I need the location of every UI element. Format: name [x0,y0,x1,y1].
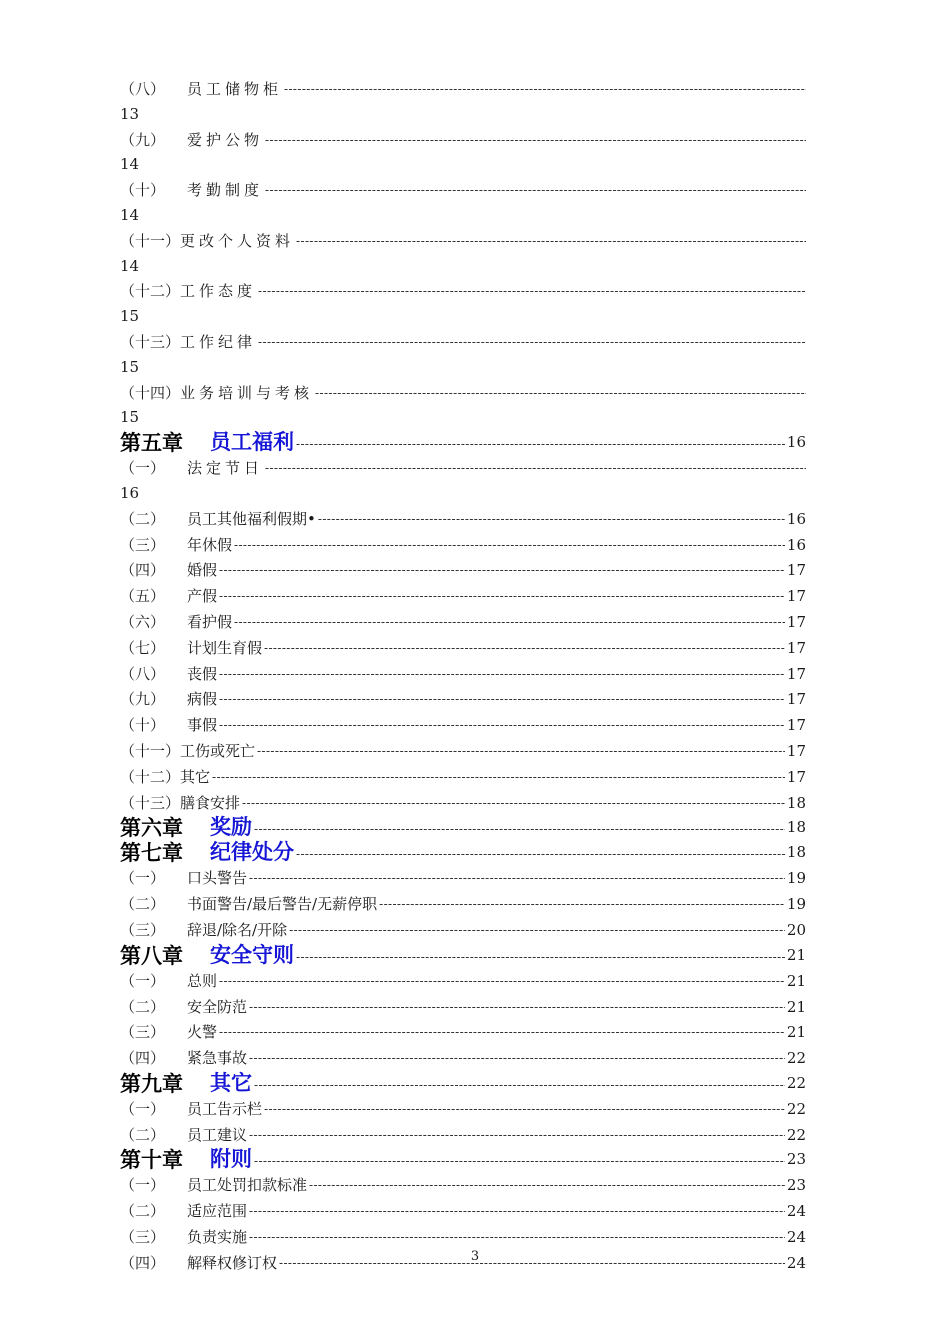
toc-page-number-line [120,304,806,329]
section-number: （十一） [120,231,181,250]
section-title: 员工其他福利假期• [187,509,316,528]
section-number: （三） [120,1228,166,1247]
toc-page-number: 18 [786,818,806,837]
section-number: （四） [120,1253,166,1272]
section-title: 总则 [187,971,218,990]
dot-leader [265,127,806,153]
dot-leader [296,943,785,968]
toc-page-number: 15 [120,357,140,376]
toc-page-number: 17 [786,767,806,786]
toc-section-entry[interactable] [120,661,806,687]
toc-section-entry[interactable] [120,532,806,558]
section-number: （二） [120,1202,166,1221]
section-number: （九） [120,130,166,149]
section-number: （二） [120,509,166,528]
chapter-title: 员工福利 [210,430,294,455]
section-number: （十二） [120,282,181,301]
table-of-contents [120,76,806,1276]
toc-section-entry[interactable] [120,994,806,1020]
chapter-number: 第九章 [120,1070,183,1096]
section-number: （三） [120,1023,166,1042]
section-title: 爱护公物 [187,130,264,149]
dot-leader [318,506,785,532]
section-number: （一） [120,869,166,888]
dot-leader [234,532,785,558]
chapter-title: 安全守则 [210,942,294,967]
dot-leader [257,738,785,764]
section-title: 负责实施 [187,1228,248,1247]
dot-leader [219,557,785,583]
dot-leader [219,712,785,738]
chapter-number: 第五章 [120,430,183,456]
section-number: （十四） [120,383,181,402]
chapter-number: 第六章 [120,815,183,841]
section-title: 法定节日 [187,459,264,478]
toc-page-number: 23 [786,1150,806,1169]
toc-section-entry[interactable] [120,917,806,943]
dot-leader [264,1096,785,1122]
section-number: （十一） [120,741,181,760]
chapter-number: 第十章 [120,1147,183,1173]
dot-leader [265,455,806,481]
toc-page-number: 19 [786,869,806,888]
toc-page-number: 17 [786,690,806,709]
toc-page-number: 21 [786,945,806,964]
section-title: 看护假 [187,612,233,631]
toc-page-number: 24 [786,1228,806,1247]
toc-chapter-entry[interactable] [120,1147,806,1172]
dot-leader [258,329,806,355]
toc-page-number: 16 [786,509,806,528]
toc-page-number: 13 [120,104,140,123]
toc-page-number: 21 [786,971,806,990]
toc-page-number: 24 [786,1202,806,1221]
toc-page-number: 16 [786,535,806,554]
toc-section-entry[interactable] [120,1224,806,1250]
section-title: 紧急事故 [187,1049,248,1068]
section-number: （十） [120,716,166,735]
toc-page-number-line [120,355,806,380]
dot-leader [284,76,806,102]
section-number: （四） [120,1049,166,1068]
dot-leader [254,815,785,840]
toc-section-entry[interactable] [120,76,806,102]
section-title: 丧假 [187,664,218,683]
toc-section-entry[interactable] [120,968,806,994]
toc-section-entry[interactable] [120,1045,806,1071]
toc-page-number: 23 [786,1176,806,1195]
dot-leader [219,583,785,609]
section-number: （十三） [120,793,181,812]
dot-leader [219,968,785,994]
toc-page-number-line [120,152,806,177]
toc-section-entry[interactable] [120,1198,806,1224]
dot-leader [296,840,785,865]
dot-leader [315,380,806,406]
chapter-title: 奖励 [210,815,252,840]
toc-section-entry[interactable] [120,455,806,481]
chapter-title: 纪律处分 [210,840,294,865]
dot-leader [296,430,785,455]
dot-leader [296,228,806,254]
chapter-title: 附则 [210,1147,252,1172]
section-title: 病假 [187,690,218,709]
dot-leader [249,865,785,891]
toc-page-number: 17 [786,741,806,760]
toc-section-entry[interactable] [120,127,806,153]
dot-leader [254,1071,785,1096]
toc-section-entry[interactable] [120,278,806,304]
section-title: 辞退/除名/开除 [187,920,288,939]
dot-leader [234,609,785,635]
section-number: （一） [120,459,166,478]
toc-page-number-line [120,405,806,430]
toc-page-number-line [120,481,806,506]
section-number: （八） [120,80,166,98]
toc-page-number: 14 [120,155,140,174]
page-number: 3 [470,1249,480,1264]
toc-section-entry[interactable] [120,557,806,583]
toc-page-number: 21 [786,1023,806,1042]
toc-section-entry[interactable] [120,1172,806,1198]
dot-leader [249,994,785,1020]
toc-page-number: 19 [786,895,806,914]
section-number: （四） [120,561,166,580]
section-number: （二） [120,997,166,1016]
toc-page-number: 14 [120,205,140,224]
toc-page-number: 17 [786,638,806,657]
section-number: （十三） [120,332,181,351]
dot-leader [249,1122,785,1148]
section-title: 业务培训与考核 [180,383,314,402]
toc-chapter-entry[interactable] [120,430,806,455]
section-number: （一） [120,971,166,990]
section-number: （二） [120,895,166,914]
toc-section-entry[interactable] [120,1122,806,1148]
section-title: 计划生育假 [187,638,263,657]
toc-chapter-entry[interactable] [120,943,806,968]
section-number: （十二） [120,767,181,786]
toc-section-entry[interactable] [120,891,806,917]
toc-page-number: 22 [786,1049,806,1068]
toc-page-number: 21 [786,997,806,1016]
section-title: 膳食安排 [180,793,241,812]
dot-leader [242,790,785,816]
section-title: 更改个人资料 [180,231,295,250]
chapter-number: 第七章 [120,840,183,866]
section-number: （八） [120,664,166,683]
toc-page-number: 24 [786,1253,806,1272]
toc-page-number: 17 [786,664,806,683]
toc-section-entry[interactable] [120,686,806,712]
section-number: （一） [120,1176,166,1195]
section-title: 书面警告/最后警告/无薪停职 [187,895,378,914]
dot-leader [309,1172,785,1198]
toc-section-entry[interactable] [120,228,806,254]
section-number: （九） [120,690,166,709]
section-title: 口头警告 [187,869,248,888]
toc-section-entry[interactable] [120,329,806,355]
section-number: （六） [120,612,166,631]
toc-page-number: 16 [120,483,140,502]
section-number: （七） [120,638,166,657]
toc-chapter-entry[interactable] [120,1071,806,1096]
toc-chapter-entry[interactable] [120,815,806,840]
toc-section-entry[interactable] [120,380,806,406]
dot-leader [212,764,785,790]
chapter-number: 第八章 [120,942,183,968]
section-title: 事假 [187,716,218,735]
dot-leader [219,1019,785,1045]
section-title: 考勤制度 [187,181,264,200]
section-title: 年休假 [187,535,233,554]
toc-page-number: 15 [120,408,140,427]
dot-leader [289,917,785,943]
toc-section-entry[interactable] [120,764,806,790]
toc-page-number-line [120,254,806,279]
toc-page-number: 20 [786,920,806,939]
dot-leader [219,661,785,687]
toc-page-number: 15 [120,307,140,326]
toc-section-entry[interactable] [120,506,806,532]
section-title: 安全防范 [187,997,248,1016]
section-number: （五） [120,587,166,606]
section-title: 其它 [180,767,211,786]
toc-page-number: 17 [786,612,806,631]
dot-leader [254,1147,785,1172]
toc-section-entry[interactable] [120,1019,806,1045]
toc-page-number: 14 [120,256,140,275]
section-title: 火警 [187,1023,218,1042]
toc-page-number: 17 [786,561,806,580]
toc-chapter-entry[interactable] [120,840,806,865]
toc-section-entry[interactable] [120,609,806,635]
toc-page-number: 16 [786,433,806,452]
section-title: 婚假 [187,561,218,580]
toc-page-number: 18 [786,793,806,812]
section-title: 工作态度 [180,282,257,301]
dot-leader [265,177,806,203]
section-title: 产假 [187,587,218,606]
section-number: （十） [120,181,166,200]
section-number: （二） [120,1125,166,1144]
section-title: 适应范围 [187,1202,248,1221]
section-title: 工作纪律 [180,332,257,351]
dot-leader [264,635,785,661]
toc-section-entry[interactable] [120,177,806,203]
dot-leader [249,1045,785,1071]
section-number: （一） [120,1099,166,1118]
toc-section-entry[interactable] [120,865,806,891]
toc-page-number-line [120,102,806,127]
section-title: 工伤或死亡 [180,741,256,760]
section-title: 员工储物柜 [187,80,283,98]
toc-page-number: 17 [786,587,806,606]
toc-page-number: 22 [786,1073,806,1092]
dot-leader [249,1198,785,1224]
section-title: 解释权修订权 [187,1253,278,1272]
section-title: 员工建议 [187,1125,248,1144]
toc-page-number-line [120,203,806,228]
section-number: （三） [120,920,166,939]
section-title: 员工处罚扣款标准 [187,1176,308,1195]
section-title: 员工告示栏 [187,1099,263,1118]
toc-page-number: 22 [786,1125,806,1144]
toc-section-entry[interactable] [120,583,806,609]
dot-leader [219,686,785,712]
toc-section-entry[interactable] [120,1096,806,1122]
toc-section-entry[interactable] [120,635,806,661]
toc-section-entry[interactable] [120,790,806,816]
toc-section-entry[interactable] [120,738,806,764]
chapter-title: 其它 [210,1070,252,1095]
dot-leader [258,278,806,304]
toc-page-number: 17 [786,716,806,735]
dot-leader [379,891,785,917]
toc-page-number: 18 [786,843,806,862]
toc-page-number: 22 [786,1099,806,1118]
dot-leader [249,1224,785,1250]
section-number: （三） [120,535,166,554]
toc-section-entry[interactable] [120,712,806,738]
